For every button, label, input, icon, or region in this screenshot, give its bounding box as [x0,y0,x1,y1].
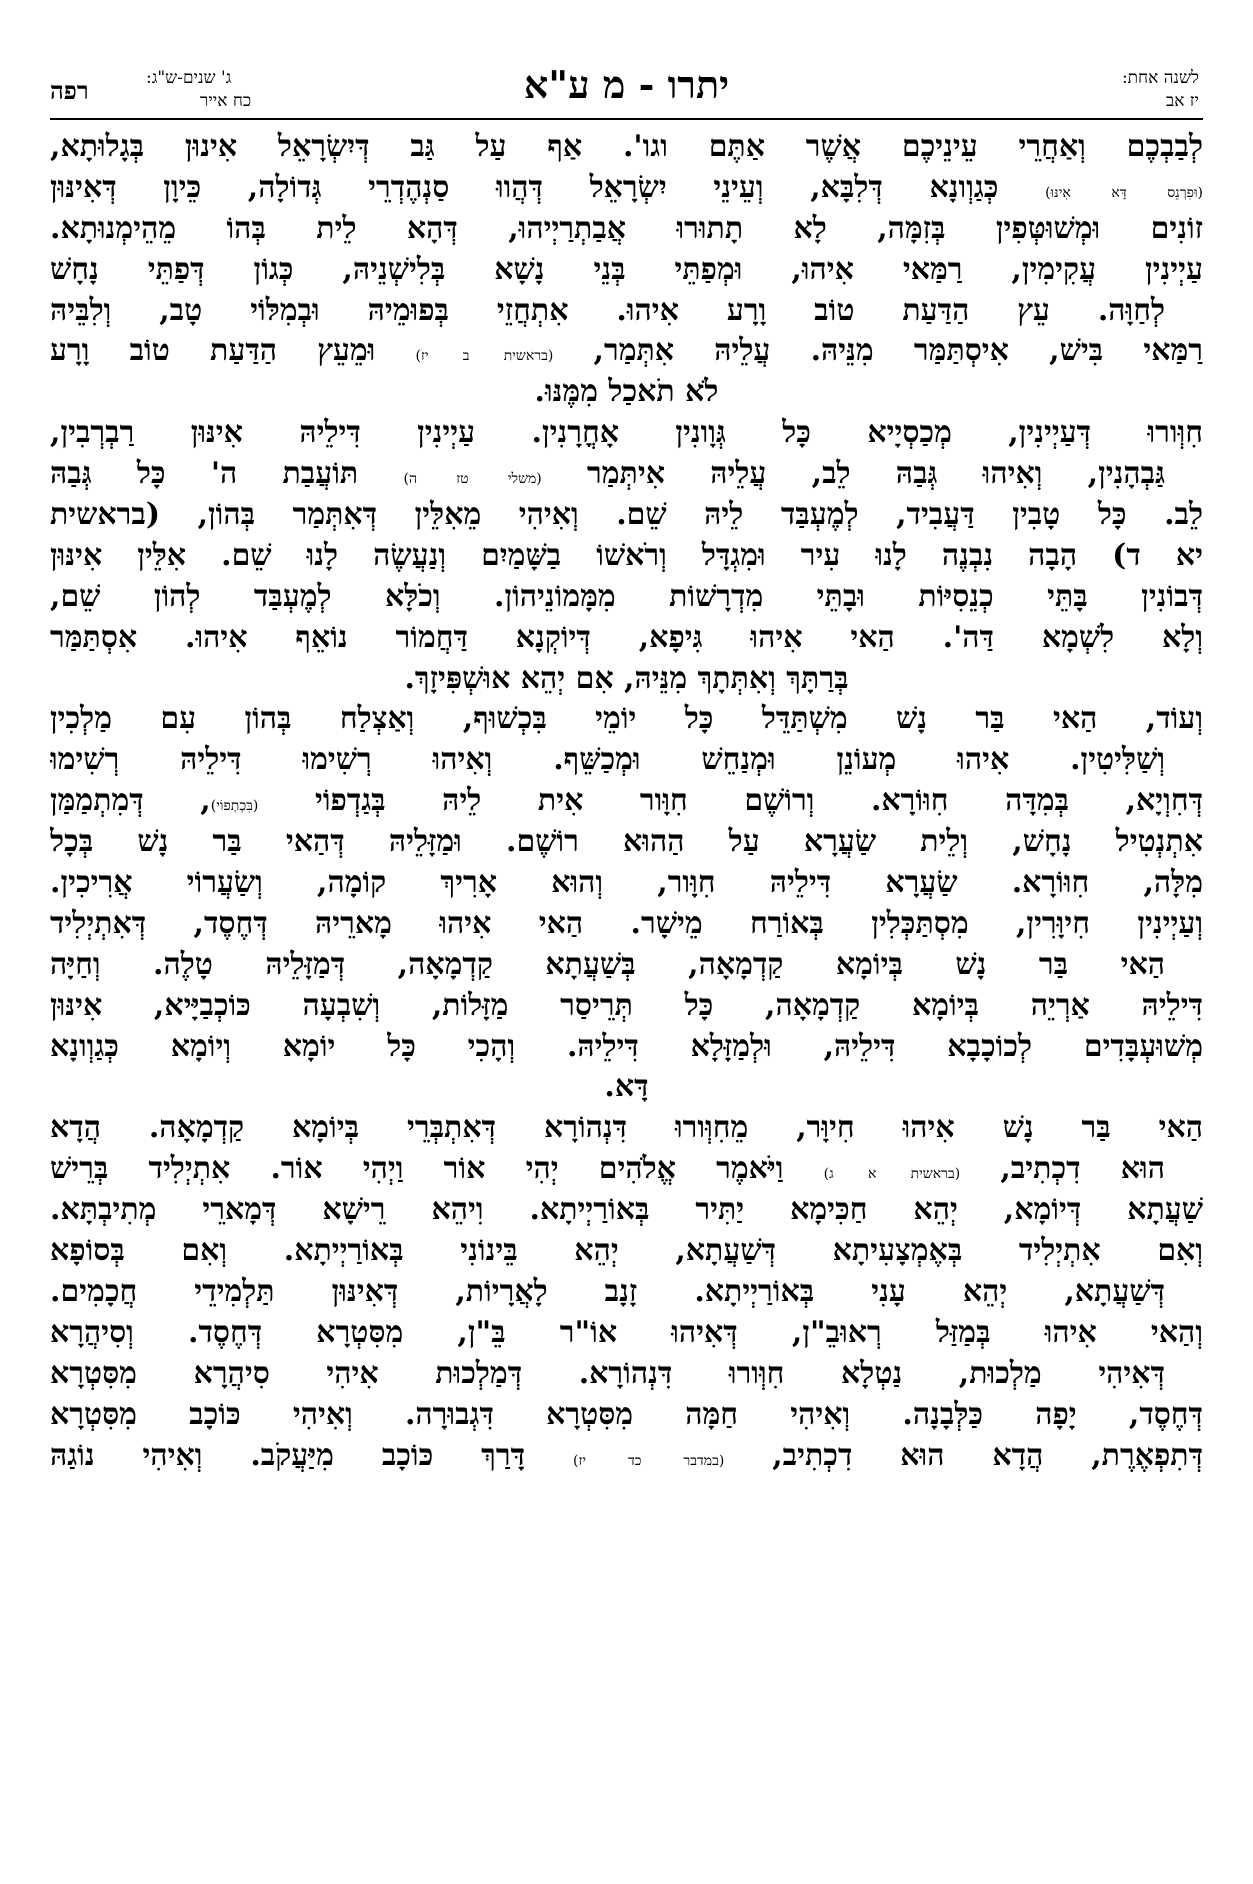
text-line: דָּא. [604,1069,649,1105]
header-yearly-date: יז אב [1166,91,1199,111]
text-line: בְּרַתָּךְ וְאִתְּתָךְ מִנֵּיהּ, אִם יְהֵא אוּשְׁפִּיזָךְ. [404,660,849,696]
source-reference: (בִּכְתְפוֹי) [210,798,259,815]
text-line: רַמַּאי בִּישׁ, אִיסְתַּמַּר מִנֵּיהּ. עֲלֵיהּ אִתְּמַר, (בראשית ב יז) וּמֵעֵץ הַדַּעַת טוֹב וָרָע [50,333,1203,369]
source-reference: (משלי טז ה) [403,471,542,488]
text-line: יא ד) הָבָה נִבְנֶה לָנוּ עִיר וּמִגְדָּל וְרֹאשׁוֹ בַשָּׁמַיִם וְנַעֲשֶׂה לָנוּ שֵׁם. אִלֵּין אִינּוּן [50,537,1203,573]
source-reference: (וּפִרְנֵס דָּא אִינּוּ) [1045,184,1203,201]
text-line: דְּבוֹנִין בָּתֵּי כְנֵסִיּוֹת וּבָתֵּי מִדְרָשׁוֹת מִמָּמוֹנֵיהוֹן. וְכֹלָּא לְמֶעְבַּד לְהוֹן שֵׁם, [50,578,1203,614]
text-line: (וּפִרְנֵס דָּא אִינּוּ) כְּגַוְונָא דְּלִבָּא, וְעֵינֵי יִשְׂרָאֵל דְּהֲווּ סַנְהֶדְרֵי גְּדוֹלָה, כֵּיוָן דְּאִינּוּן [50,169,1203,205]
text-line: דְּחֶסֶד, יָפָה כַּלְּבָנָה. וְאִיהִי חַמָּה מִסִּטְרָא דִּגְבוּרָה. וְאִיהִי כּוֹכָב מִסִּטְרָא [50,1396,1203,1432]
text-line: דְּשַׁעֲתָא, יְהֵא עָנִי בְּאוֹרַיְיתָא. זָנָב לָאֲרָיוֹת, דְּאִינּוּן תַּלְמִידֵי חֲכָמִים. [50,1273,1165,1309]
text-line: זוֹנִים וּמְשׁוּטְּפִין בְּזִמָּה, לָא תָתוּרוּ אֲבַתְרַיְיהוּ, דְּהָא לֵית בְּהוֹ מֵהֵימְנוּתָא. [50,210,1203,246]
text-line: דְּאִיהִי מַלְכוּת, נַטְלָא חִוְּורוּ דִּנְהוֹרָא. דְּמַלְכוּת אִיהִי סִיהֲרָא מִסִּטְרָא [50,1355,1165,1391]
text-line: הַאי בַּר נָשׁ אִיהוּ חִיוָּר, מֵחִוְּורוּ דִּנְהוֹרָא דְּאִתְבְּרֵי בְּיוֹמָא קַדְמָאָה. הֲדָא [50,1110,1203,1146]
text-line: וְעַיְינִין חִיוָּרִין, מִסְתַּכְּלִין בְּאוֹרַח מֵישָׁר. הַאי אִיהוּ מָארֵיהּ דְּחֶסֶד, דְּאִתְיְלִיד [50,905,1203,941]
text-line: דְּחִוְיָא, בְּמִדָּה חִוּוֹרָא. וְרוֹשֶׁם חִוָּור אִית לֵיהּ בְּגַדְפוֹי (בִּכְתְפוֹי), דְּמִתְמַמַּן [50,783,1203,819]
text-line: עַיְינִין עֲקִימִין, רַמַּאי אִיהוּ, וּמְפַתֵּי בְּנֵי נָשָׁא בְּלִישְׁנֵיהּ, כְּגוֹן דְּפַתֵּי נָחָשׁ [50,251,1203,287]
page-title: יתרו - מ ע"א [523,62,730,107]
text-line: וְלָא לִשְׁמָא דַּה'. הַאי אִיהוּ גִּיפָא, דְּיוֹקְנָא דַּחֲמוֹר נוֹאֵף אִיהוּ. אִסְתַּמַּר [50,619,1203,655]
text-line: גַּבְהָנִין, וְאִיהוּ גְּבַהּ לֵב, עֲלֵיהּ אִיתְּמַר (משלי טז ה) תּוֹעֲבַת ה' כָּל גְּבַהּ [50,456,1166,492]
text-line: לֵב. כָּל טָבִין דַּעֲבִיד, לְמֶעְבַּד לֵיהּ שֵׁם. וְאִיהִי מֵאִלֵּין דְּאִתְּמַר בְּהוֹן, (בראשית [50,497,1203,533]
text-line: הַאי בַּר נָשׁ בְּיוֹמָא קַדְמָאָה, בְּשַׁעֲתָא קַדְמָאָה, דְּמַזָּלֵיהּ טָלֶה. וְחַיָּה [50,946,1165,982]
text-line: מְשׁוּעְבָּדִים לְכוֹכָבָא דִּילֵיהּ, וּלְמַזָּלָא דִּילֵיהּ. וְהָכִי כָּל יוֹמָא וְיוֹמָא כְּגַוְונָא [50,1028,1203,1064]
text-line: חִוְּורוּ דְּעַיְינִין, מְכַסְיָיא כָּל גְּוָונִין אָחֳרָנִין. עַיְינִין דִּילֵיהּ אִינּוּן רַבְרְבִין, [50,415,1203,451]
page-number: רפה [50,76,89,105]
text-line: וְהַאי אִיהוּ בְּמַזַּל רְאוּבֵ"ן, דְּאִיהוּ אוֹ"ר בֵּ"ן, מִסִּטְרָא דְּחֶסֶד. וְסִיהֲרָא [50,1314,1203,1350]
source-reference: (במדבר כד יז) [573,1452,725,1469]
text-line: דְּתִפְאֶרֶת, הֲדָא הוּא דִכְתִיב, (במדבר כד יז) דָּרַךְ כּוֹכָב מִיַּעֲקֹב. וְאִיהִי נוֹגַהּ [50,1437,1203,1473]
text-line: לְבַבְכֶם וְאַחֲרֵי עֵינֵיכֶם אֲשֶׁר אַתֶּם וגו'. אַף עַל גַּב דְּיִשְׂרָאֵל אִינוּן בְּגָלוּתָא, [50,129,1203,164]
header-three-year-date: כח אייר [200,91,252,111]
text-line: הוּא דִכְתִיב, (בראשית א ג) וַיֹּאמֶר אֱלֹהִים יְהִי אוֹר וַיְהִי אוֹר. אִתְיְלִיד בְּרֵישׁ [50,1151,1165,1187]
text-line: דִּילֵיהּ אַרְיֵה בְּיוֹמָא קַדְמָאָה, כָּל תְּרֵיסַר מַזָּלוֹת, וְשִׁבְעָה כּוֹכְבַיָּיא, אִינּוּן [50,987,1203,1023]
source-reference: (בראשית א ג) [823,1166,961,1183]
header-yearly-label: לשנה אחת: [1121,68,1199,88]
text-body [50,127,1203,1476]
source-reference: (בראשית ב יז) [415,348,554,365]
text-line: לֹא תֹאכַל מִמֶּנּוּ. [534,374,719,410]
text-line: אִתְנְטִיל נָחָשׁ, וְלֵית שַׂעֲרָא עַל הַהוּא רוֹשֶׁם. וּמַזָּלֵיהּ דְּהַאי בַּר נָשׁ בְּכָל [50,824,1203,860]
text-line: שַׁעֲתָא דְּיוֹמָא, יְהֵא חַכִּימָא יַתִּיר בְּאוֹרַיְיתָא. וִיהֵא רֵישָׁא דְּמָארֵי מְתִיבְתָּא. [50,1192,1203,1228]
header-three-year-label: ג' שנים-ש"ג: [146,68,232,88]
text-line: מִלָּה, חִוּוֹרָא. שַׂעֲרָא דִּילֵיהּ חִוָּור, וְהוּא אָרִיךְ קוֹמָה, וְשַׂעֲרוֹי אֲרִיכִין. [50,865,1203,901]
text-line: לְחַוָּה. עֵץ הַדַּעַת טוֹב וָרָע אִיהוּ. אִתְחֲזֵי בְּפוּמֵיהּ וּבְמִלּוֹי טָב, וְלִבֵּיהּ [50,292,1165,328]
header-divider [50,118,1203,120]
text-line: וְעוֹד, הַאי בַּר נָשׁ מִשְׁתַּדֵּל כָּל יוֹמֵי בִּכְשׁוּף, וְאַצְלַח בְּהוֹן עִם מַלְכִין [50,701,1203,737]
text-line: וְשַׁלִּיטִין. אִיהוּ מְעוֹנֵן וּמְנַחֵשׁ וּמְכַשֵּׁף. וְאִיהוּ רְשִׁימוּ דִּילֵיהּ רְשִׁימוּ [50,742,1165,778]
text-line: וְאִם אִתְיְלִיד בְּאֶמְצָעִיתָא דְּשַׁעֲתָא, יְהֵא בֵּינוֹנִי בְּאוֹרַיְיתָא. וְאִם בְּסוֹפָא [50,1233,1203,1269]
